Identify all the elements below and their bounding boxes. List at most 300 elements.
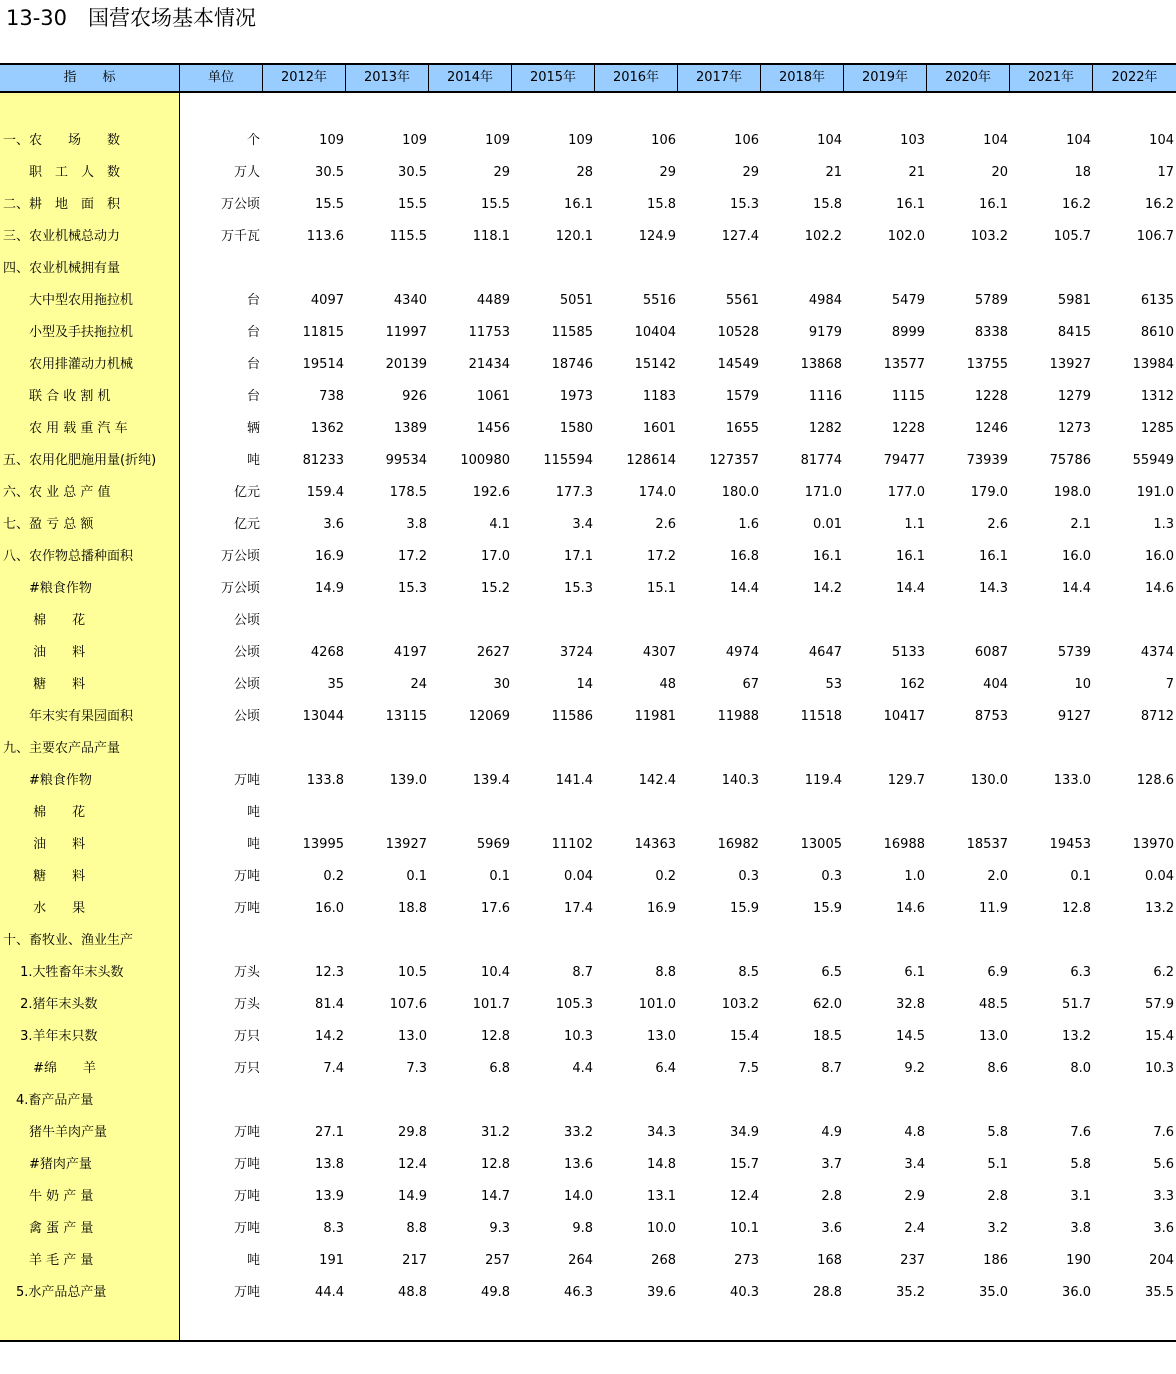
value-cell: 17.1	[564, 549, 593, 564]
value-cell: 15.5	[315, 197, 344, 212]
value-cell: 11981	[634, 709, 676, 724]
value-cell: 6.4	[655, 1061, 676, 1076]
value-cell: 32.8	[896, 997, 925, 1012]
table-row	[0, 765, 1176, 797]
value-cell	[761, 797, 842, 829]
value-cell: 13.0	[398, 1029, 427, 1044]
row-unit: 公顷	[233, 677, 260, 692]
value-cell: 3.1	[1070, 1189, 1091, 1204]
value-cell: 2.8	[821, 1189, 842, 1204]
row-indicator: 六、农 业 总 产 值	[3, 485, 111, 500]
value-cell: 15.3	[564, 581, 593, 596]
value-cell: 14.4	[730, 581, 759, 596]
value-cell	[595, 253, 676, 285]
value-cell: 115.5	[389, 229, 427, 244]
value-cell: 13.8	[315, 1157, 344, 1172]
value-cell: 4974	[725, 645, 759, 660]
table-row	[0, 1245, 1176, 1277]
value-cell: 128614	[626, 453, 676, 468]
table-row	[0, 893, 1176, 925]
value-cell: 81.4	[315, 997, 344, 1012]
row-indicator: 八、农作物总播种面积	[3, 549, 134, 564]
value-cell: 10.5	[398, 965, 427, 980]
row-indicator: 棉 花	[3, 613, 86, 628]
table-row	[0, 829, 1176, 861]
table-row	[0, 573, 1176, 605]
table-row	[0, 733, 1176, 765]
value-cell	[263, 605, 344, 637]
value-cell: 15.3	[730, 197, 759, 212]
value-cell: 162	[900, 677, 925, 692]
value-cell	[761, 733, 842, 765]
row-indicator: 1.大牲畜年末头数	[3, 965, 124, 980]
value-cell	[512, 797, 593, 829]
row-unit: 万吨	[233, 869, 260, 884]
value-cell: 1973	[559, 389, 593, 404]
value-cell: 1282	[808, 421, 842, 436]
table-title: 13-30 国营农场基本情况	[6, 6, 257, 30]
value-cell: 1246	[974, 421, 1008, 436]
value-cell	[429, 605, 510, 637]
value-cell: 16.1	[979, 549, 1008, 564]
row-indicator: 猪牛羊肉产量	[3, 1125, 108, 1140]
value-cell	[1093, 605, 1174, 637]
table-row	[0, 1149, 1176, 1181]
value-cell: 177.0	[887, 485, 925, 500]
value-cell: 5051	[559, 293, 593, 308]
value-cell: 18746	[551, 357, 593, 372]
value-cell: 36.0	[1062, 1285, 1091, 1300]
row-indicator: 一、农 场 数	[3, 133, 121, 148]
row-unit	[180, 1085, 260, 1117]
value-cell: 16982	[717, 837, 759, 852]
value-cell: 73939	[966, 453, 1008, 468]
value-cell: 14.9	[398, 1189, 427, 1204]
value-cell: 12.3	[315, 965, 344, 980]
value-cell: 40.3	[730, 1285, 759, 1300]
value-cell: 13.0	[979, 1029, 1008, 1044]
value-cell: 4647	[808, 645, 842, 660]
value-cell: 130.0	[970, 773, 1008, 788]
value-cell	[678, 733, 759, 765]
value-cell	[429, 925, 510, 957]
value-cell: 191	[319, 1253, 344, 1268]
row-unit: 亿元	[233, 485, 260, 500]
value-cell: 15.5	[481, 197, 510, 212]
table-bottom-rule	[0, 1340, 1176, 1342]
value-cell: 5789	[974, 293, 1008, 308]
value-cell: 133.0	[1053, 773, 1091, 788]
table-row	[0, 1021, 1176, 1053]
row-unit: 万吨	[233, 1125, 260, 1140]
value-cell: 8.7	[821, 1061, 842, 1076]
value-cell: 11997	[385, 325, 427, 340]
value-cell: 13.2	[1145, 901, 1174, 916]
value-cell: 14.3	[979, 581, 1008, 596]
value-cell: 28	[576, 165, 593, 180]
value-cell: 5.1	[987, 1157, 1008, 1172]
value-cell	[595, 797, 676, 829]
row-indicator: 大中型农用拖拉机	[3, 293, 134, 308]
table-row	[0, 861, 1176, 893]
value-cell	[346, 605, 427, 637]
row-unit: 万吨	[233, 773, 260, 788]
row-unit: 万吨	[233, 1189, 260, 1204]
row-unit: 台	[246, 293, 260, 308]
value-cell: 17	[1157, 165, 1174, 180]
row-unit: 万吨	[233, 1221, 260, 1236]
table-row	[0, 221, 1176, 253]
value-cell: 11815	[302, 325, 344, 340]
value-cell: 12069	[468, 709, 510, 724]
value-cell: 100980	[460, 453, 510, 468]
table-row	[0, 957, 1176, 989]
value-cell: 20	[991, 165, 1008, 180]
value-cell: 15.4	[730, 1029, 759, 1044]
row-indicator: 三、农业机械总动力	[3, 229, 121, 244]
row-unit: 公顷	[233, 645, 260, 660]
value-cell: 257	[485, 1253, 510, 1268]
value-cell: 0.3	[738, 869, 759, 884]
value-cell: 16.1	[564, 197, 593, 212]
value-cell: 4.8	[904, 1125, 925, 1140]
value-cell	[844, 605, 925, 637]
value-cell: 0.3	[821, 869, 842, 884]
value-cell: 5969	[476, 837, 510, 852]
value-cell: 10	[1074, 677, 1091, 692]
value-cell: 11586	[551, 709, 593, 724]
value-cell: 4097	[310, 293, 344, 308]
value-cell: 35	[327, 677, 344, 692]
value-cell: 4340	[393, 293, 427, 308]
value-cell: 14.4	[896, 581, 925, 596]
row-indicator: 农用排灌动力机械	[3, 357, 134, 372]
value-cell: 1389	[393, 421, 427, 436]
value-cell: 3.6	[1153, 1221, 1174, 1236]
row-indicator: 糖 料	[3, 677, 86, 692]
value-cell	[1093, 1085, 1174, 1117]
value-cell: 1580	[559, 421, 593, 436]
value-cell: 18	[1074, 165, 1091, 180]
table-row	[0, 317, 1176, 349]
value-cell: 109	[485, 133, 510, 148]
value-cell: 10.4	[481, 965, 510, 980]
value-cell: 1285	[1140, 421, 1174, 436]
value-cell	[512, 605, 593, 637]
value-cell: 2.9	[904, 1189, 925, 1204]
row-unit: 吨	[246, 1253, 260, 1268]
value-cell: 18.8	[398, 901, 427, 916]
value-cell: 106	[651, 133, 676, 148]
value-cell: 1061	[476, 389, 510, 404]
value-cell: 5981	[1057, 293, 1091, 308]
value-cell: 11988	[717, 709, 759, 724]
table-row	[0, 989, 1176, 1021]
row-unit: 万千瓦	[220, 229, 260, 244]
value-cell: 7.6	[1153, 1125, 1174, 1140]
value-cell	[346, 925, 427, 957]
value-cell: 13984	[1132, 357, 1174, 372]
header-year: 2018年	[761, 65, 844, 91]
value-cell	[429, 797, 510, 829]
table-row	[0, 1181, 1176, 1213]
row-indicator: 四、农业机械拥有量	[3, 261, 121, 276]
value-cell: 109	[402, 133, 427, 148]
value-cell	[927, 1085, 1008, 1117]
value-cell: 30	[493, 677, 510, 692]
value-cell	[429, 733, 510, 765]
row-indicator: 3.羊年末只数	[3, 1029, 98, 1044]
value-cell: 4.1	[489, 517, 510, 532]
value-cell: 119.4	[804, 773, 842, 788]
value-cell: 15.9	[730, 901, 759, 916]
value-cell: 12.8	[1062, 901, 1091, 916]
value-cell: 8.7	[572, 965, 593, 980]
value-cell: 15.1	[647, 581, 676, 596]
value-cell: 5.8	[987, 1125, 1008, 1140]
row-unit: 万吨	[233, 1157, 260, 1172]
value-cell: 105.3	[555, 997, 593, 1012]
value-cell: 7.3	[406, 1061, 427, 1076]
value-cell	[512, 1085, 593, 1117]
value-cell	[1010, 1085, 1091, 1117]
value-cell: 7.5	[738, 1061, 759, 1076]
value-cell: 118.1	[472, 229, 510, 244]
value-cell: 128.6	[1136, 773, 1174, 788]
row-indicator: 水 果	[3, 901, 86, 916]
value-cell: 17.6	[481, 901, 510, 916]
value-cell: 16.9	[647, 901, 676, 916]
value-cell: 133.8	[306, 773, 344, 788]
value-cell: 268	[651, 1253, 676, 1268]
row-unit: 台	[246, 389, 260, 404]
value-cell: 139.0	[389, 773, 427, 788]
value-cell	[346, 253, 427, 285]
value-cell: 106.7	[1136, 229, 1174, 244]
value-cell: 16.2	[1062, 197, 1091, 212]
table-row	[0, 1085, 1176, 1117]
value-cell: 10.3	[1145, 1061, 1174, 1076]
value-cell: 35.0	[979, 1285, 1008, 1300]
value-cell: 104	[1149, 133, 1174, 148]
value-cell	[844, 797, 925, 829]
table-row	[0, 541, 1176, 573]
value-cell: 5479	[891, 293, 925, 308]
row-unit	[180, 733, 260, 765]
value-cell: 3.8	[1070, 1221, 1091, 1236]
value-cell: 11102	[551, 837, 593, 852]
value-cell: 14549	[717, 357, 759, 372]
value-cell: 6087	[974, 645, 1008, 660]
value-cell	[595, 1085, 676, 1117]
data-table	[0, 63, 1176, 1342]
value-cell: 19514	[302, 357, 344, 372]
row-indicator: #粮食作物	[3, 773, 92, 788]
value-cell: 127357	[709, 453, 759, 468]
value-cell: 75786	[1049, 453, 1091, 468]
value-cell: 14.2	[813, 581, 842, 596]
row-indicator: 棉 花	[3, 805, 86, 820]
value-cell: 198.0	[1053, 485, 1091, 500]
value-cell: 8712	[1140, 709, 1174, 724]
value-cell	[1010, 605, 1091, 637]
value-cell: 16.0	[1062, 549, 1091, 564]
value-cell	[595, 733, 676, 765]
value-cell: 0.1	[406, 869, 427, 884]
value-cell	[927, 733, 1008, 765]
value-cell: 1.3	[1153, 517, 1174, 532]
value-cell: 13995	[302, 837, 344, 852]
value-cell: 48.8	[398, 1285, 427, 1300]
value-cell: 139.4	[472, 773, 510, 788]
row-indicator: #猪肉产量	[3, 1157, 92, 1172]
value-cell: 1456	[476, 421, 510, 436]
value-cell: 13.2	[1062, 1029, 1091, 1044]
row-unit	[180, 925, 260, 957]
value-cell: 177.3	[555, 485, 593, 500]
value-cell: 21	[908, 165, 925, 180]
value-cell: 12.4	[398, 1157, 427, 1172]
value-cell: 10.0	[647, 1221, 676, 1236]
row-unit: 万公顷	[220, 197, 260, 212]
value-cell: 49.8	[481, 1285, 510, 1300]
value-cell: 142.4	[638, 773, 676, 788]
row-unit: 公顷	[233, 613, 260, 628]
value-cell: 35.2	[896, 1285, 925, 1300]
row-unit: 万头	[233, 965, 260, 980]
table-row	[0, 125, 1176, 157]
value-cell: 15.4	[1145, 1029, 1174, 1044]
value-cell: 2.6	[987, 517, 1008, 532]
value-cell: 51.7	[1062, 997, 1091, 1012]
value-cell	[512, 925, 593, 957]
row-indicator: 油 料	[3, 837, 86, 852]
value-cell: 141.4	[555, 773, 593, 788]
value-cell: 109	[319, 133, 344, 148]
row-indicator: 联 合 收 割 机	[3, 389, 111, 404]
value-cell: 16.0	[1145, 549, 1174, 564]
value-cell: 6.9	[987, 965, 1008, 980]
value-cell: 81233	[302, 453, 344, 468]
value-cell: 17.4	[564, 901, 593, 916]
value-cell: 28.8	[813, 1285, 842, 1300]
value-cell: 174.0	[638, 485, 676, 500]
value-cell: 14.2	[315, 1029, 344, 1044]
value-cell: 29	[493, 165, 510, 180]
value-cell: 107.6	[389, 997, 427, 1012]
value-cell: 79477	[883, 453, 925, 468]
value-cell: 0.2	[655, 869, 676, 884]
value-cell	[844, 925, 925, 957]
value-cell: 16988	[883, 837, 925, 852]
table-row	[0, 701, 1176, 733]
value-cell: 5739	[1057, 645, 1091, 660]
value-cell: 140.3	[721, 773, 759, 788]
value-cell: 62.0	[813, 997, 842, 1012]
value-cell: 129.7	[887, 773, 925, 788]
value-cell: 11585	[551, 325, 593, 340]
value-cell: 5.6	[1153, 1157, 1174, 1172]
value-cell: 127.4	[721, 229, 759, 244]
value-cell	[429, 253, 510, 285]
header-unit: 单位	[180, 65, 263, 91]
value-cell	[761, 605, 842, 637]
row-unit: 万公顷	[220, 581, 260, 596]
value-cell: 8415	[1057, 325, 1091, 340]
value-cell: 46.3	[564, 1285, 593, 1300]
value-cell: 10.3	[564, 1029, 593, 1044]
value-cell: 6.5	[821, 965, 842, 980]
value-cell: 11518	[800, 709, 842, 724]
value-cell: 14.8	[647, 1157, 676, 1172]
row-indicator: 年末实有果园面积	[3, 709, 134, 724]
value-cell: 102.2	[804, 229, 842, 244]
value-cell	[678, 605, 759, 637]
value-cell: 12.4	[730, 1189, 759, 1204]
value-cell: 57.9	[1145, 997, 1174, 1012]
table-row	[0, 253, 1176, 285]
value-cell	[595, 925, 676, 957]
value-cell: 13970	[1132, 837, 1174, 852]
row-indicator: 牛 奶 产 量	[3, 1189, 94, 1204]
value-cell: 20139	[385, 357, 427, 372]
value-cell: 204	[1149, 1253, 1174, 1268]
value-cell: 178.5	[389, 485, 427, 500]
row-unit: 万只	[233, 1061, 260, 1076]
value-cell: 4374	[1140, 645, 1174, 660]
row-indicator: 七、盈 亏 总 额	[3, 517, 94, 532]
value-cell	[1010, 797, 1091, 829]
row-indicator: 4.畜产品产量	[3, 1093, 94, 1108]
value-cell: 14	[576, 677, 593, 692]
value-cell: 2.0	[987, 869, 1008, 884]
value-cell: 10404	[634, 325, 676, 340]
value-cell	[927, 925, 1008, 957]
table-row	[0, 509, 1176, 541]
value-cell: 179.0	[970, 485, 1008, 500]
value-cell: 186	[983, 1253, 1008, 1268]
value-cell: 33.2	[564, 1125, 593, 1140]
value-cell: 3.7	[821, 1157, 842, 1172]
value-cell: 13044	[302, 709, 344, 724]
value-cell: 30.5	[315, 165, 344, 180]
value-cell: 2.6	[655, 517, 676, 532]
value-cell	[263, 253, 344, 285]
value-cell	[844, 733, 925, 765]
row-unit: 台	[246, 325, 260, 340]
value-cell	[1010, 925, 1091, 957]
value-cell: 191.0	[1136, 485, 1174, 500]
row-indicator: 禽 蛋 产 量	[3, 1221, 94, 1236]
value-cell: 6.8	[489, 1061, 510, 1076]
table-header	[0, 63, 1176, 93]
value-cell: 1312	[1140, 389, 1174, 404]
value-cell: 273	[734, 1253, 759, 1268]
value-cell: 180.0	[721, 485, 759, 500]
row-unit: 万人	[233, 165, 260, 180]
header-year: 2016年	[595, 65, 678, 91]
row-indicator: 二、耕 地 面 积	[3, 197, 121, 212]
value-cell: 926	[402, 389, 427, 404]
value-cell: 1279	[1057, 389, 1091, 404]
value-cell: 13927	[385, 837, 427, 852]
value-cell: 3.4	[904, 1157, 925, 1172]
value-cell: 3724	[559, 645, 593, 660]
value-cell: 14.6	[1145, 581, 1174, 596]
row-unit: 万头	[233, 997, 260, 1012]
table-row	[0, 381, 1176, 413]
value-cell: 8.6	[987, 1061, 1008, 1076]
